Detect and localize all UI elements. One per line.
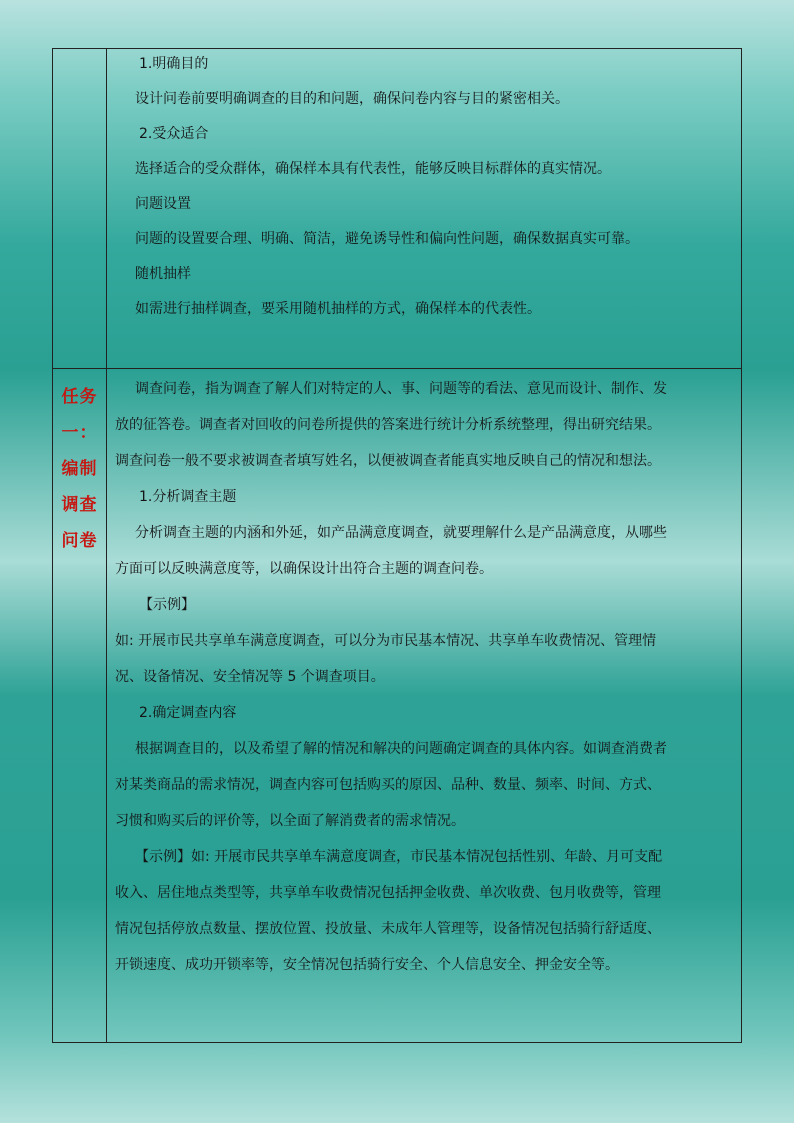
section-analyze-topic-line-2: 方面可以反映满意度等，以确保设计出符合主题的调查问卷。 [115,561,493,577]
heading-audience-fit: 2.受众适合 [139,126,209,142]
paragraph-random-sampling: 如需进行抽样调查，要采用随机抽样的方式，确保样本的代表性。 [135,301,541,317]
task-label-cell [53,369,107,1042]
heading-random-sampling: 随机抽样 [135,266,191,282]
paragraph-audience-fit: 选择适合的受众群体，确保样本具有代表性，能够反映目标群体的真实情况。 [135,161,611,177]
example-2-line-1: 【示例】如: 开展市民共享单车满意度调查，市民基本情况包括性别、年龄、月可支配 [135,849,663,865]
section-analyze-topic-title: 1.分析调查主题 [139,489,237,505]
principles-row [53,49,741,369]
example-label: 【示例】 [139,597,195,613]
section-determine-content-line-3: 习惯和购买后的评价等，以全面了解消费者的需求情况。 [115,813,465,829]
task-content-cell [107,369,741,1042]
heading-question-setting: 问题设置 [135,196,191,212]
example-1-line-2: 况、设备情况、安全情况等 5 个调查项目。 [115,669,385,685]
heading-clear-purpose: 1.明确目的 [139,56,209,72]
intro-line-1: 调查问卷，指为调查了解人们对特定的人、事、问题等的看法、意见而设计、制作、发 [135,381,667,397]
row-label-cell-empty [53,49,107,368]
section-determine-content-line-2: 对某类商品的需求情况，调查内容可包括购买的原因、品种、数量、频率、时间、方式、 [115,777,661,793]
intro-line-3: 调查问卷一般不要求被调查者填写姓名，以便被调查者能真实地反映自己的情况和想法。 [115,453,661,469]
example-2-line-3: 情况包括停放点数量、摆放位置、投放量、未成年人管理等，设备情况包括骑行舒适度、 [115,921,661,937]
example-1-line-1: 如: 开展市民共享单车满意度调查，可以分为市民基本情况、共享单车收费情况、管理情 [115,633,657,649]
paragraph-clear-purpose: 设计问卷前要明确调查的目的和问题，确保问卷内容与目的紧密相关。 [135,91,569,107]
section-determine-content-line-1: 根据调查目的，以及希望了解的情况和解决的问题确定调查的具体内容。如调查消费者 [135,741,667,757]
document-table [52,48,742,1043]
example-2-line-4: 开锁速度、成功开锁率等，安全情况包括骑行安全、个人信息安全、押金安全等。 [115,957,619,973]
intro-line-2: 放的征答卷。调查者对回收的问卷所提供的答案进行统计分析系统整理，得出研究结果。 [115,417,661,433]
task-title: 任务一：编制调查问卷 [61,387,98,551]
section-determine-content-title: 2.确定调查内容 [139,705,237,721]
paragraph-question-setting: 问题的设置要合理、明确、简洁，避免诱导性和偏向性问题，确保数据真实可靠。 [135,231,639,247]
task-row [53,369,741,1042]
principles-content-cell [107,49,741,368]
example-2-line-2: 收入、居住地点类型等，共享单车收费情况包括押金收费、单次收费、包月收费等，管理 [115,885,661,901]
section-analyze-topic-line-1: 分析调查主题的内涵和外延，如产品满意度调查，就要理解什么是产品满意度，从哪些 [135,525,667,541]
